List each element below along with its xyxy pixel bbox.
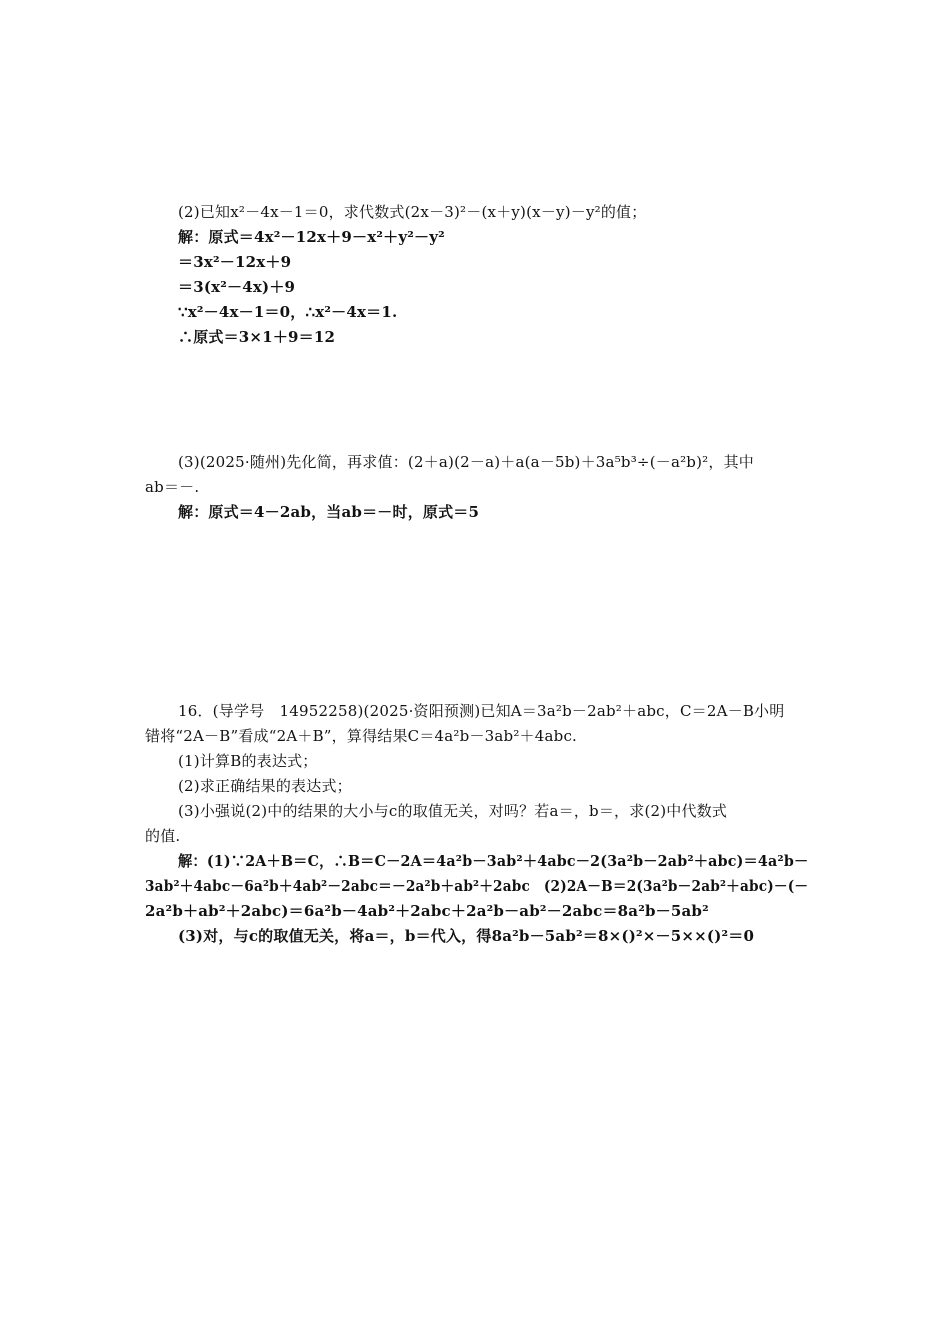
q2-solution-line-4: ∵x²－4x－1＝0，∴x²－4x＝1. <box>178 303 398 321</box>
q16-solution-line-1: 解：(1)∵2A＋B＝C，∴B＝C－2A＝4a²b－3ab²＋4abc－2(3a²b－2ab²＋abc)＝4a²b－ <box>178 852 809 870</box>
q16-solution-line-2: 3ab²＋4abc－6a²b＋4ab²－2abc＝－2a²b＋ab²＋2abc (2)2A－B＝2(3a²b－2ab²＋abc)－(－ <box>145 877 809 895</box>
q3-solution: 解：原式＝4－2ab，当ab＝－时，原式＝5 <box>178 503 480 521</box>
q3-question-line-1: (3)(2025·随州)先化简，再求值：(2＋a)(2－a)＋a(a－5b)＋3a⁵b³÷(－a²b)²，其中 <box>178 453 754 471</box>
q2-solution-line-5: ∴原式＝3×1＋9＝12 <box>178 328 336 346</box>
q2-solution-line-2: ＝3x²－12x＋9 <box>178 253 292 271</box>
q2-question: (2)已知x²－4x－1＝0，求代数式(2x－3)²－(x＋y)(x－y)－y²的值； <box>178 203 647 221</box>
q16-part-3-line-1: (3)小强说(2)中的结果的大小与c的取值无关，对吗？若a＝，b＝，求(2)中代数式 <box>178 802 728 820</box>
q16-part-1: (1)计算B的表达式； <box>178 752 318 770</box>
q2-solution-line-3: ＝3(x²－4x)＋9 <box>178 278 296 296</box>
q3-question-line-2: ab＝－. <box>145 478 200 496</box>
q16-part-3-line-2: 的值. <box>145 827 181 845</box>
q2-solution-line-1: 解：原式＝4x²－12x＋9－x²＋y²－y² <box>178 228 445 246</box>
q16-solution-line-4: (3)对，与c的取值无关，将a＝，b＝代入，得8a²b－5ab²＝8×()²×－5××()²＝0 <box>178 927 755 945</box>
q16-part-2: (2)求正确结果的表达式； <box>178 777 352 795</box>
q16-stem-line-1: 16．(导学号 14952258)(2025·资阳预测)已知A＝3a²b－2ab²＋abc，C＝2A－B小明 <box>178 702 785 720</box>
q16-stem-line-2: 错将“2A－B”看成“2A＋B”，算得结果C＝4a²b－3ab²＋4abc. <box>145 727 578 745</box>
q16-solution-line-3: 2a²b＋ab²＋2abc)＝6a²b－4ab²＋2abc＋2a²b－ab²－2abc＝8a²b－5ab² <box>145 902 709 920</box>
